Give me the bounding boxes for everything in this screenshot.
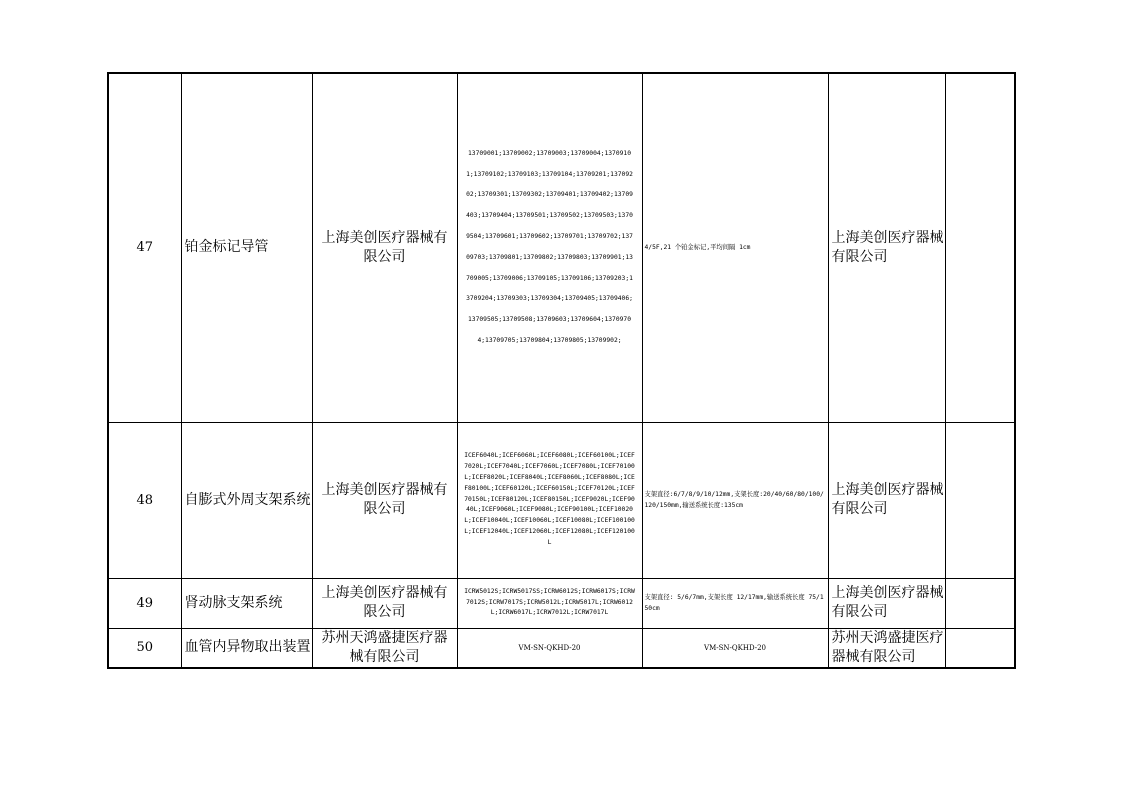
manufacturer-cell: 上海美创医疗器械有限公司 (312, 578, 457, 628)
extra-cell (945, 422, 1015, 578)
registrant-cell: 上海美创医疗器械有限公司 (828, 578, 945, 628)
manufacturer-cell: 苏州天鸿盛捷医疗器械有限公司 (312, 628, 457, 668)
spec-cell: 4/5F,21 个铂金标记,平均间隔 1cm (642, 73, 828, 422)
registrant-cell: 上海美创医疗器械有限公司 (828, 73, 945, 422)
model-list-cell: VM-SN-QKHD-20 (457, 628, 642, 668)
manufacturer-cell: 上海美创医疗器械有限公司 (312, 422, 457, 578)
product-name-cell: 铂金标记导管 (181, 73, 312, 422)
table-row (108, 578, 1015, 628)
seq-cell: 49 (108, 578, 181, 628)
registrant-cell: 苏州天鸿盛捷医疗器械有限公司 (828, 628, 945, 668)
model-list-cell: ICRW5012S;ICRW5017SS;ICRW6012S;ICRW6017S;ICRW7012S;ICRW7017S;ICRW5012L;ICRW5017L;ICRW6012L;ICRW6017L;ICRW7012L;ICRW7017L (457, 578, 642, 628)
product-table (107, 72, 1016, 669)
table-row (108, 422, 1015, 578)
model-list-cell: 13709001;13709002;13709003;13709004;13709101;13709102;13709103;13709104;13709201;13709202;13709301;13709302;13709401;13709402;13709403;13709404;13709501;13709502;13709503;13709504;13709601;13709602;13709701;13709702;13709703;13709801;13709802;13709803;13709901;13709005;13709006;13709105;13709106;13709203;13709204;13709303;13709304;13709405;13709406;13709505;13709508;13709603;13709604;13709704;13709705;13709804;13709805;13709902; (457, 73, 642, 422)
extra-cell (945, 73, 1015, 422)
registrant-cell: 上海美创医疗器械有限公司 (828, 422, 945, 578)
table-row (108, 73, 1015, 422)
extra-cell (945, 628, 1015, 668)
product-name-cell: 肾动脉支架系统 (181, 578, 312, 628)
spec-cell: 支架直径:6/7/8/9/10/12mm,支架长度:20/40/60/80/100/120/150mm,输送系统长度:135cm (642, 422, 828, 578)
table-row (108, 628, 1015, 668)
manufacturer-cell: 上海美创医疗器械有限公司 (312, 73, 457, 422)
model-list-cell: ICEF6040L;ICEF6060L;ICEF6080L;ICEF60100L;ICEF7020L;ICEF7040L;ICEF7060L;ICEF7080L;ICEF70100L;ICEF8020L;ICEF8040L;ICEF8060L;ICEF8080L;ICEF80100L;ICEF60120L;ICEF60150L;ICEF70120L;ICEF70150L;ICEF80120L;ICEF80150L;ICEF9020L;ICEF9040L;ICEF9060L;ICEF9080L;ICEF90100L;ICEF10020L;ICEF10040L;ICEF10060L;ICEF10080L;ICEF100100L;ICEF12040L;ICEF12060L;ICEF12080L;ICEF120100L (457, 422, 642, 578)
extra-cell (945, 578, 1015, 628)
spec-cell: 支架直径: 5/6/7mm,支架长度 12/17mm,输送系统长度 75/150cm (642, 578, 828, 628)
seq-cell: 48 (108, 422, 181, 578)
product-name-cell: 血管内异物取出装置 (181, 628, 312, 668)
spec-cell: VM-SN-QKHD-20 (642, 628, 828, 668)
product-name-cell: 自膨式外周支架系统 (181, 422, 312, 578)
seq-cell: 50 (108, 628, 181, 668)
seq-cell: 47 (108, 73, 181, 422)
